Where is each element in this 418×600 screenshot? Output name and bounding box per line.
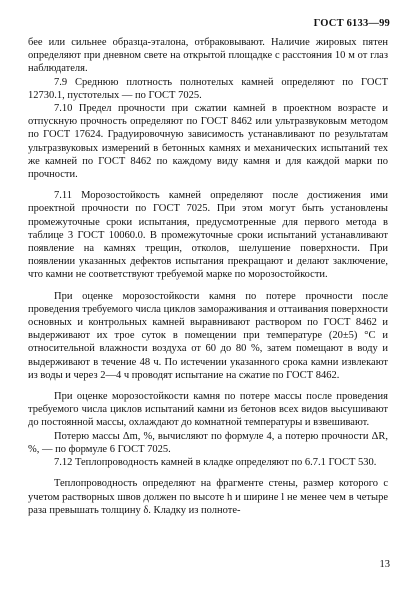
paragraph-7-9: 7.9 Среднюю плотность полнотелых камней определяют по ГОСТ 12730.1, пустотелых — по ГОСТ 7025. [28,76,388,101]
paragraph-formula: Потерю массы Δm, %, вычисляют по формуле 4, а потерю прочности ΔR, %, — по формуле 6 ГОСТ 7025. [28,430,388,455]
paragraph-thermal: Теплопроводность определяют на фрагменте стены, размер которого с учетом растворных швов должен по высоте h и ширине l не менее чем в четыре раза превышать толщину δ. Кладку из полноте- [28,478,388,516]
standard-header: ГОСТ 6133—99 [313,18,390,29]
paragraph-strength-loss: При оценке морозостойкости камня по потере прочности после проведения требуемого числа циклов замораживания и оттаивания поверхности основных и контрольных камней выравнивают раствором по ГОСТ 8462 и выдерживают их трое суток в помещении при температуре (20±5) °С и относительной влажности воздуха от 60 до 80 %, затем помещают в воду и выдерживают в течение 48 ч. По истечении указанного срока камни извлекают из воды и через 2—4 ч проводят испытание на сжатие по ГОСТ 8462. [28,290,388,381]
paragraph-continuation: бее или сильнее образца-эталона, отбраковывают. Наличие жировых пятен определяют при дневном свете на открытой площадке с расстояния 10 м от глаз наблюдателя. [28,37,388,75]
paragraph-7-11: 7.11 Морозостойкость камней определяют после достижения ими проектной прочности по ГОСТ 7025. При этом могут быть установлены промежуточные сроки испытания, предусмотренные для первого метода в таблице 3 ГОСТ 10060.0. В промежуточные сроки испытаний устанавливают появление на камнях трещин, отколов, шелушение поверхности. При появлении указанных дефектов испытания прекращают и делают заключение, что камни не соответствуют требуемой марке по морозостойкости. [28,190,388,281]
document-body [28,36,388,517]
paragraph-7-12: 7.12 Теплопроводность камней в кладке определяют по 6.7.1 ГОСТ 530. [54,457,377,469]
page-number: 13 [379,559,390,570]
paragraph-7-10: 7.10 Предел прочности при сжатии камней в проектном возрасте и отпускную прочность определяют по ГОСТ 8462 или ультразвуковым методом по ГОСТ 17624. Градуировочную зависимость устанавливают по результатам ультразвуковых измерений в бетонных камнях и механических испытаний тех же камней по ГОСТ 8462 по каждому виду камня и для каждой марки по прочности. [28,103,388,181]
paragraph-mass-loss: При оценке морозостойкости камня по потере массы после проведения требуемого числа циклов испытаний камни из бетонов всех видов высушивают до постоянной массы, охлаждают до комнатной температуры и взвешивают. [28,391,388,429]
